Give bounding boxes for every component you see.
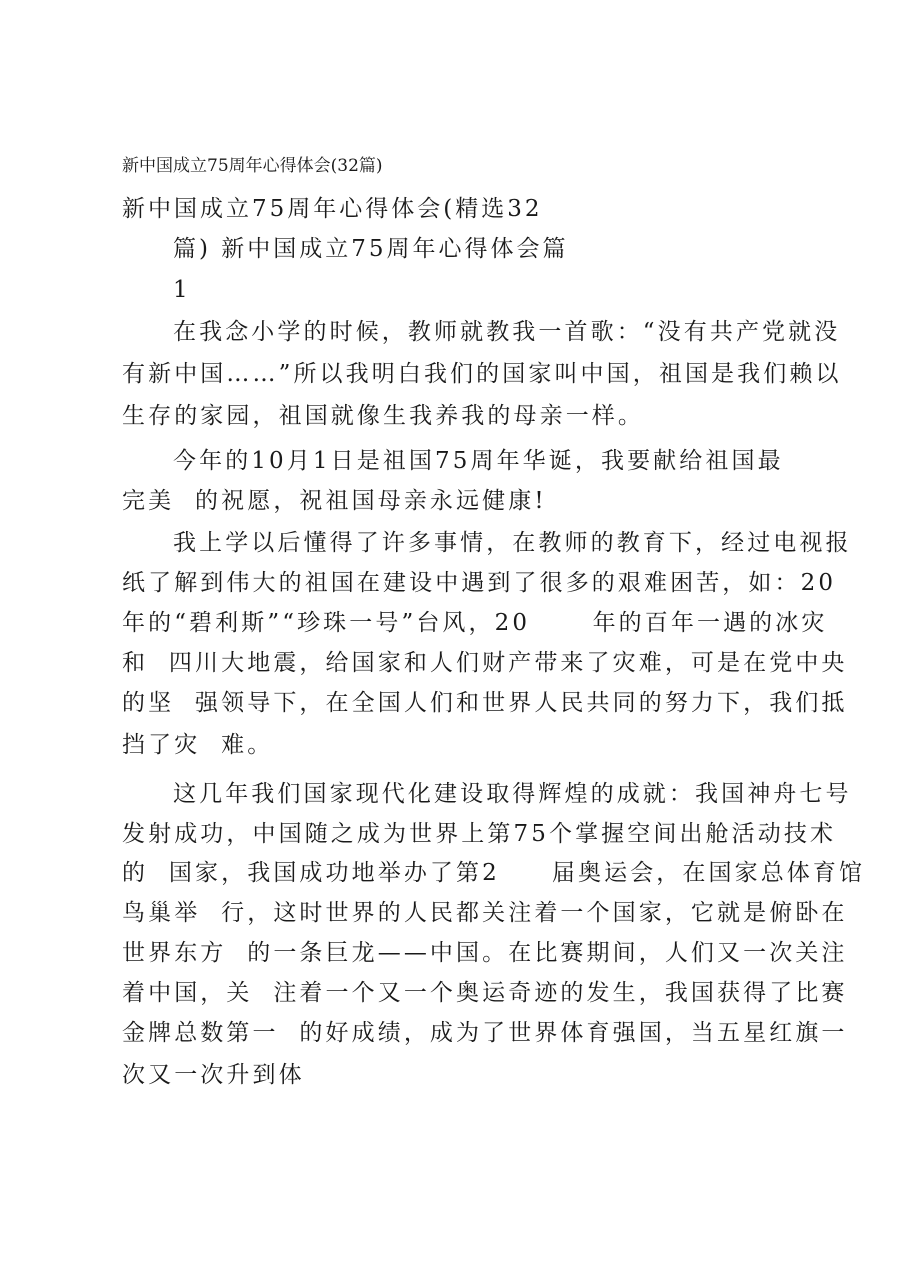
paragraph-4-line-2: 发射成功，中国随之成为世界上第75个掌握空间出舱活动技术 xyxy=(122,821,837,847)
document-title-line-3: 1 xyxy=(173,277,191,303)
document-title-line-2: 篇) 新中国成立75周年心得体会篇 xyxy=(173,236,569,262)
paragraph-4-line-4: 鸟巢举 行，这时世界的人民都关注着一个国家，它就是俯卧在 xyxy=(122,900,848,926)
paragraph-4-line-7: 金牌总数第一 的好成绩，成为了世界体育强国，当五星红旗一 xyxy=(122,1020,848,1046)
paragraph-4-line-3: 的 国家，我国成功地举办了第2 届奥运会，在国家总体育馆 xyxy=(122,860,866,886)
paragraph-2-line-1: 今年的10月1日是祖国75周年华诞，我要献给祖国最 xyxy=(173,448,784,474)
paragraph-4-line-5: 世界东方 的一条巨龙——中国。在比赛期间，人们又一次关注 xyxy=(122,940,848,966)
paragraph-3-line-3: 年的“碧利斯”“珍珠一号”台风，20 年的百年一遇的冰灾 xyxy=(122,610,828,636)
document-header: 新中国成立75周年心得体会(32篇) xyxy=(122,156,383,176)
paragraph-3-line-4: 和 四川大地震，给国家和人们财产带来了灾难，可是在党中央 xyxy=(122,650,848,676)
paragraph-4-line-8: 次又一次升到体 xyxy=(122,1062,305,1088)
document-title-line-1: 新中国成立75周年心得体会(精选32 xyxy=(122,196,543,222)
paragraph-4-line-1: 这几年我们国家现代化建设取得辉煌的成就：我国神舟七号 xyxy=(173,781,852,807)
paragraph-1-line-2: 有新中国……”所以我明白我们的国家叫中国，祖国是我们赖以 xyxy=(122,361,842,387)
paragraph-3-line-2: 纸了解到伟大的祖国在建设中遇到了很多的艰难困苦，如：20 xyxy=(122,570,837,596)
paragraph-3-line-1: 我上学以后懂得了许多事情，在教师的教育下，经过电视报 xyxy=(173,530,852,556)
paragraph-1-line-1: 在我念小学的时候，教师就教我一首歌：“没有共产党就没 xyxy=(173,319,841,345)
paragraph-2-line-2: 完美 的祝愿，祝祖国母亲永远健康! xyxy=(122,488,547,514)
paragraph-1-line-3: 生存的家园，祖国就像生我养我的母亲一样。 xyxy=(122,403,644,429)
paragraph-4-line-6: 着中国，关 注着一个又一个奥运奇迹的发生，我国获得了比赛 xyxy=(122,980,848,1006)
paragraph-3-line-5: 的坚 强领导下，在全国人们和世界人民共同的努力下，我们抵 xyxy=(122,690,848,716)
paragraph-3-line-6: 挡了灾 难。 xyxy=(122,732,274,758)
